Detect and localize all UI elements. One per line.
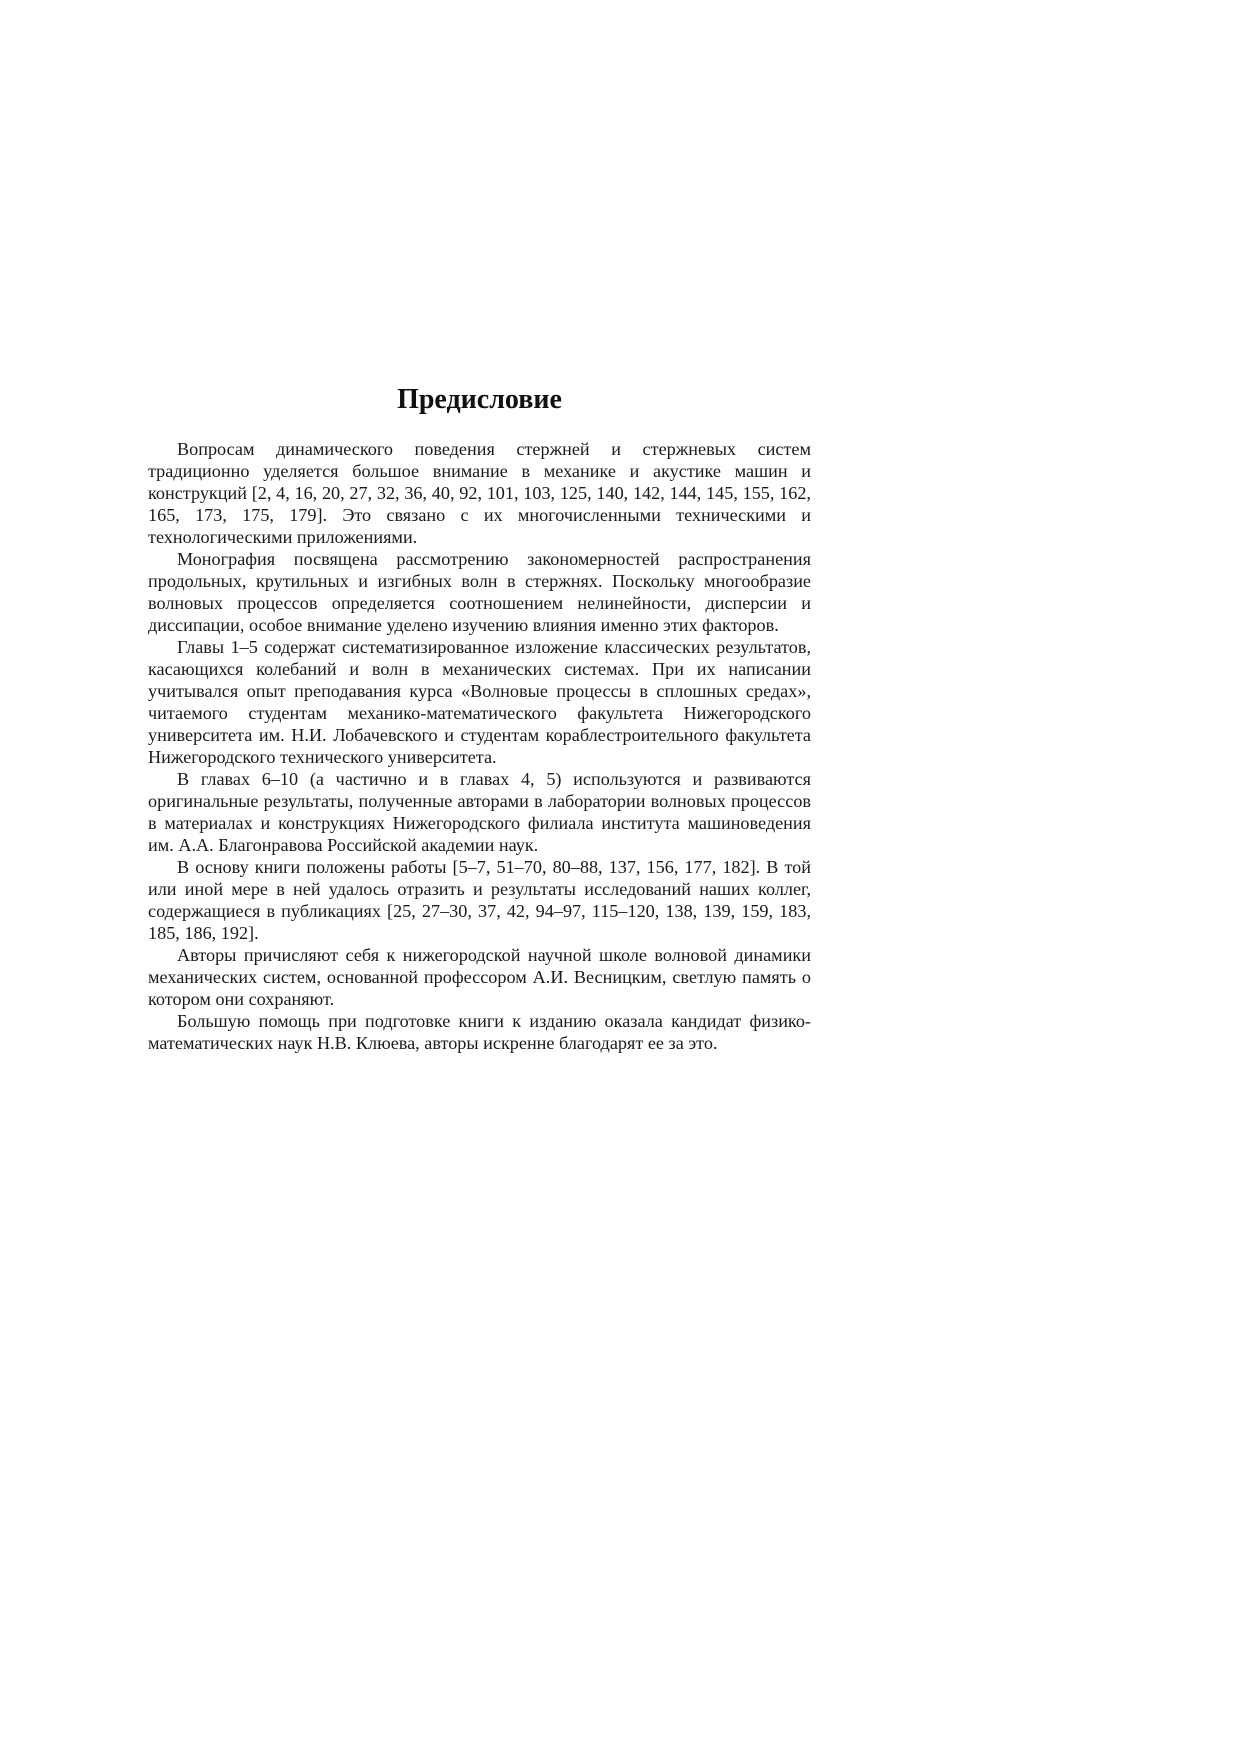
page-title: Предисловие	[397, 384, 562, 415]
paragraph-5: В основу книги положены работы [5–7, 51–70, 80–88, 137, 156, 177, 182]. В той или иной мере в ней удалось отразить и результаты исследований наших коллег, содержащиеся в публикациях [25, 27–30, 37, 42, 94–97, 115–120, 138, 139, 159, 183, 185, 186, 192].	[148, 857, 811, 943]
paragraph-3: Главы 1–5 содержат систематизированное изложение классических результатов, касающихся колебаний и волн в механических системах. При их написании учитывался опыт преподавания курса «Волновые процессы в сплошных средах», читаемого студентам механико-математического факультета Нижегородского университета им. Н.И. Лобачевского и студентам кораблестроительного факультета Нижегородского технического университета.	[148, 637, 811, 767]
paragraph-6: Авторы причисляют себя к нижегородской научной школе волновой динамики механических систем, основанной профессором А.И. Весницким, светлую память о котором они сохраняют.	[148, 945, 811, 1009]
body-text	[148, 438, 811, 1054]
paragraph-2: Монография посвящена рассмотрению закономерностей распространения продольных, крутильных и изгибных волн в стержнях. Поскольку многообразие волновых процессов определяется соотношением нелинейности, дисперсии и диссипации, особое внимание уделено изучению влияния именно этих факторов.	[148, 549, 811, 635]
paragraph-1: Вопросам динамического поведения стержней и стержневых систем традиционно уделяется большое внимание в механике и акустике машин и конструкций [2, 4, 16, 20, 27, 32, 36, 40, 92, 101, 103, 125, 140, 142, 144, 145, 155, 162, 165, 173, 175, 179]. Это связано с их многочисленными техническими и технологическими приложениями.	[148, 439, 811, 547]
paragraph-7: Большую помощь при подготовке книги к изданию оказала кандидат физико-математических наук Н.В. Клюева, авторы искренне благодарят ее за это.	[148, 1011, 811, 1053]
paragraph-4: В главах 6–10 (а частично и в главах 4, 5) используются и развиваются оригинальные результаты, полученные авторами в лаборатории волновых процессов в материалах и конструкциях Нижегородского филиала института машиноведения им. А.А. Благонравова Российской академии наук.	[148, 769, 811, 855]
